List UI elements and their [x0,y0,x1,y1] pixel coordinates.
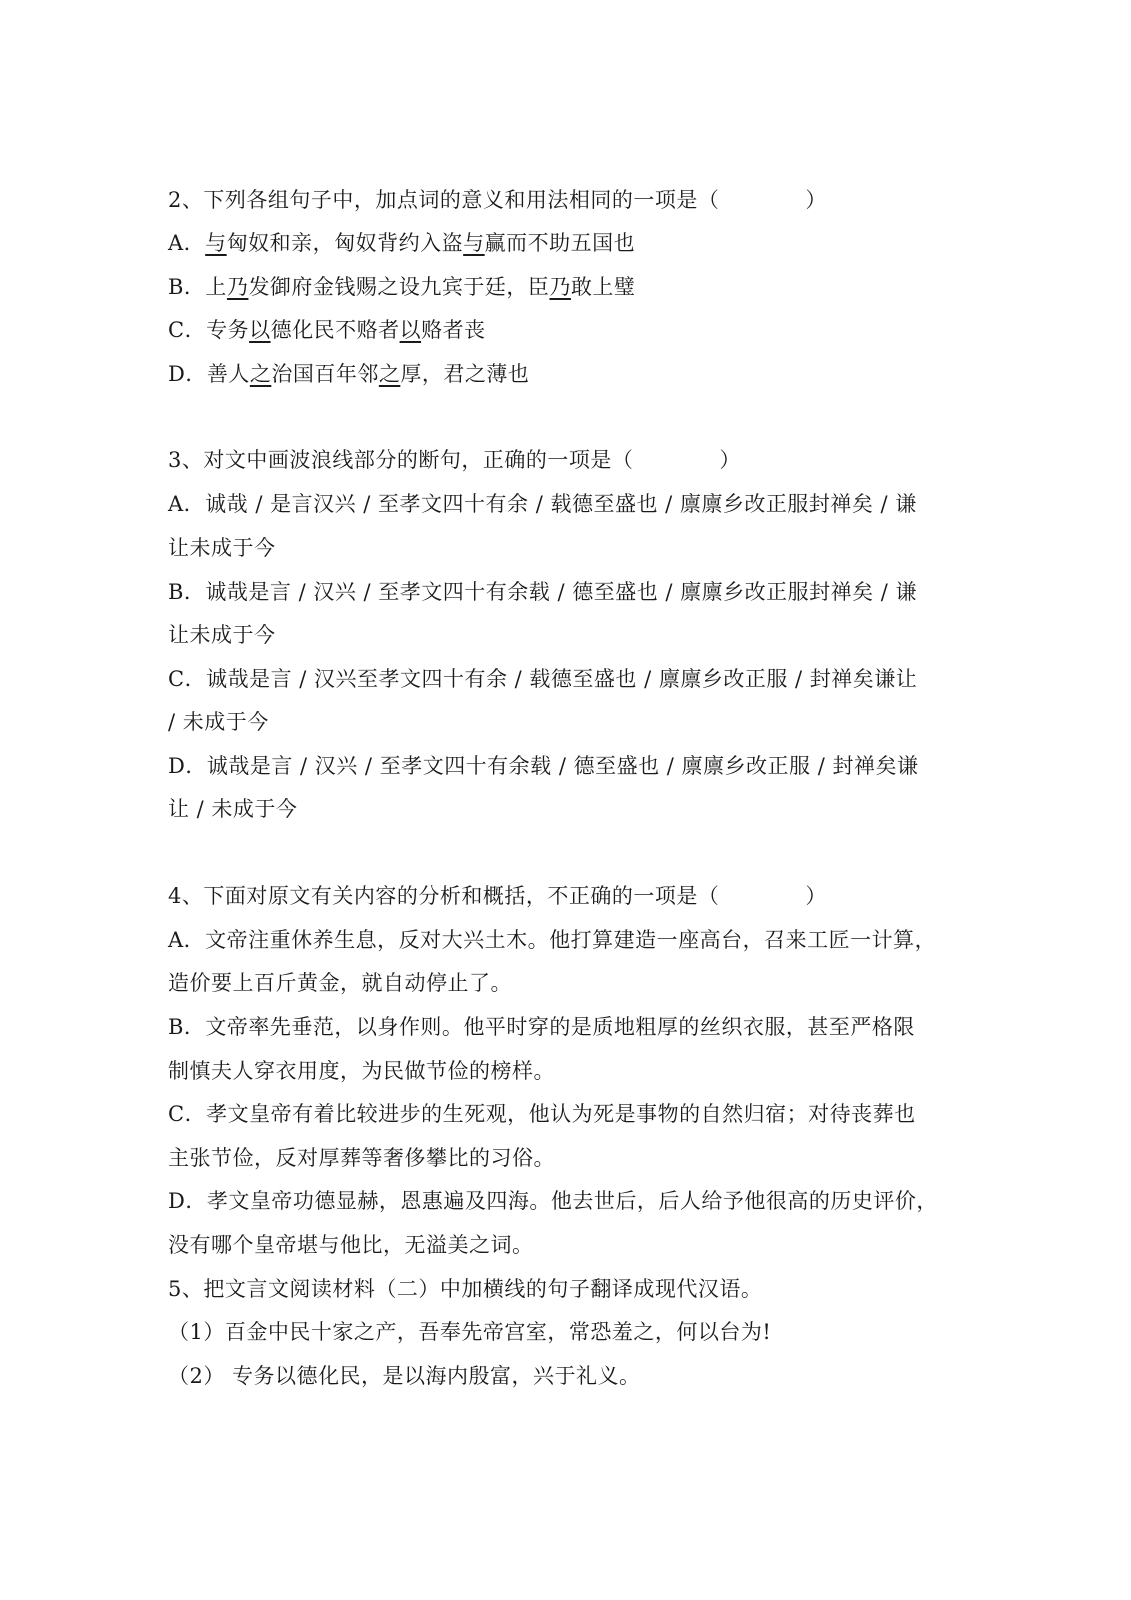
q5-stem: 5、把文言文阅读材料（二）中加横线的句子翻译成现代汉语。 [168,1277,763,1301]
q4-option-d-line2: 没有哪个皇帝堪与他比，无溢美之词。 [168,1233,534,1257]
q4-option-c-line2: 主张节俭，反对厚葬等奢侈攀比的习俗。 [168,1146,555,1170]
q2-option-d-text: 治国百年邻 [271,362,379,386]
q4-option-b-line2: 制慎夫人穿衣用度，为民做节俭的榜样。 [168,1059,555,1083]
q4-stem: 4、下面对原文有关内容的分析和概括，不正确的一项是（ ） [168,884,827,908]
q2-option-a-text: 赢而不助五国也 [484,231,636,255]
q2-option-d-text: 厚，君之薄也 [400,362,530,386]
q2-option-c-word-2: 以 [399,318,422,342]
q2-option-c-text: 赂者丧 [421,318,486,342]
q5-sentence-2: （2） 专务以德化民，是以海内殷富，兴于礼义。 [168,1364,641,1388]
q3-stem: 3、对文中画波浪线部分的断句，正确的一项是（ ） [168,448,741,472]
q5-sentence-1: （1）百金中民十家之产，吾奉先帝宫室，常恐羞之，何以台为! [168,1320,772,1344]
q2-option-a-word-1: 与 [205,231,227,255]
q4-option-a-line2: 造价要上百斤黄金，就自动停止了。 [168,971,512,995]
q3-option-a-line2: 让未成于今 [168,536,276,560]
q3-option-d-line1: D．诚哉是言 / 汉兴 / 至孝文四十有余载 / 德至盛也 / 廪廪乡改正服 / 封禅矣谦 [168,754,919,778]
q2-stem: 2、下列各组句子中，加点词的意义和用法相同的一项是（ ） [168,188,827,212]
q3-option-d-line2: 让 / 未成于今 [168,797,298,821]
q4-option-d-line1: D．孝文皇帝功德显赫，恩惠遍及四海。他去世后，后人给予他很高的历史评价， [168,1189,938,1213]
q3-option-c-line1: C．诚哉是言 / 汉兴至孝文四十有余 / 载德至盛也 / 廪廪乡改正服 / 封禅矣谦让 [168,667,918,691]
q4-option-b-line1: B．文帝率先垂范，以身作则。他平时穿的是质地粗厚的丝织衣服，甚至严格限 [168,1015,915,1039]
q2-option-c-word-1: 以 [249,318,271,342]
q4-option-a-line1: A．文帝注重休养生息，反对大兴土木。他打算建造一座高台，召来工匠一计算， [168,928,937,952]
q2-option-c [168,320,981,341]
q2-option-a-word-2: 与 [463,231,485,255]
q2-option-d [168,364,981,385]
q2-option-a-text: A． [168,231,206,255]
q2-option-c-text: 德化民不赂者 [270,318,400,342]
q2-option-b-text: B．上 [168,275,227,299]
q2-option-c-text: C．专务 [168,318,250,342]
q3-option-b-line2: 让未成于今 [168,623,276,647]
q2-option-d-word-2: 之 [378,362,401,386]
q4-option-c-line1: C．孝文皇帝有着比较进步的生死观，他认为死是事物的自然归宿；对待丧葬也 [168,1102,916,1126]
q2-option-a-text: 匈奴和亲，匈奴背约入盗 [226,231,464,255]
q2-option-d-word-1: 之 [249,362,272,386]
q3-option-a-line1: A．诚哉 / 是言汉兴 / 至孝文四十有余 / 载德至盛也 / 廪廪乡改正服封禅矣 / 谦 [168,492,917,516]
q2-option-a [168,233,981,254]
q2-option-b-word-2: 乃 [549,275,571,299]
q2-option-b [168,277,981,298]
q3-option-c-line2: / 未成于今 [168,710,269,734]
q2-option-d-text: D．善人 [168,362,250,386]
q2-option-b-text: 敢上璧 [570,275,636,299]
q2-option-b-text: 发御府金钱赐之设九宾于廷，臣 [248,275,550,299]
q3-option-b-line1: B．诚哉是言 / 汉兴 / 至孝文四十有余载 / 德至盛也 / 廪廪乡改正服封禅矣 / 谦 [168,580,918,604]
q2-option-b-word-1: 乃 [226,275,249,299]
